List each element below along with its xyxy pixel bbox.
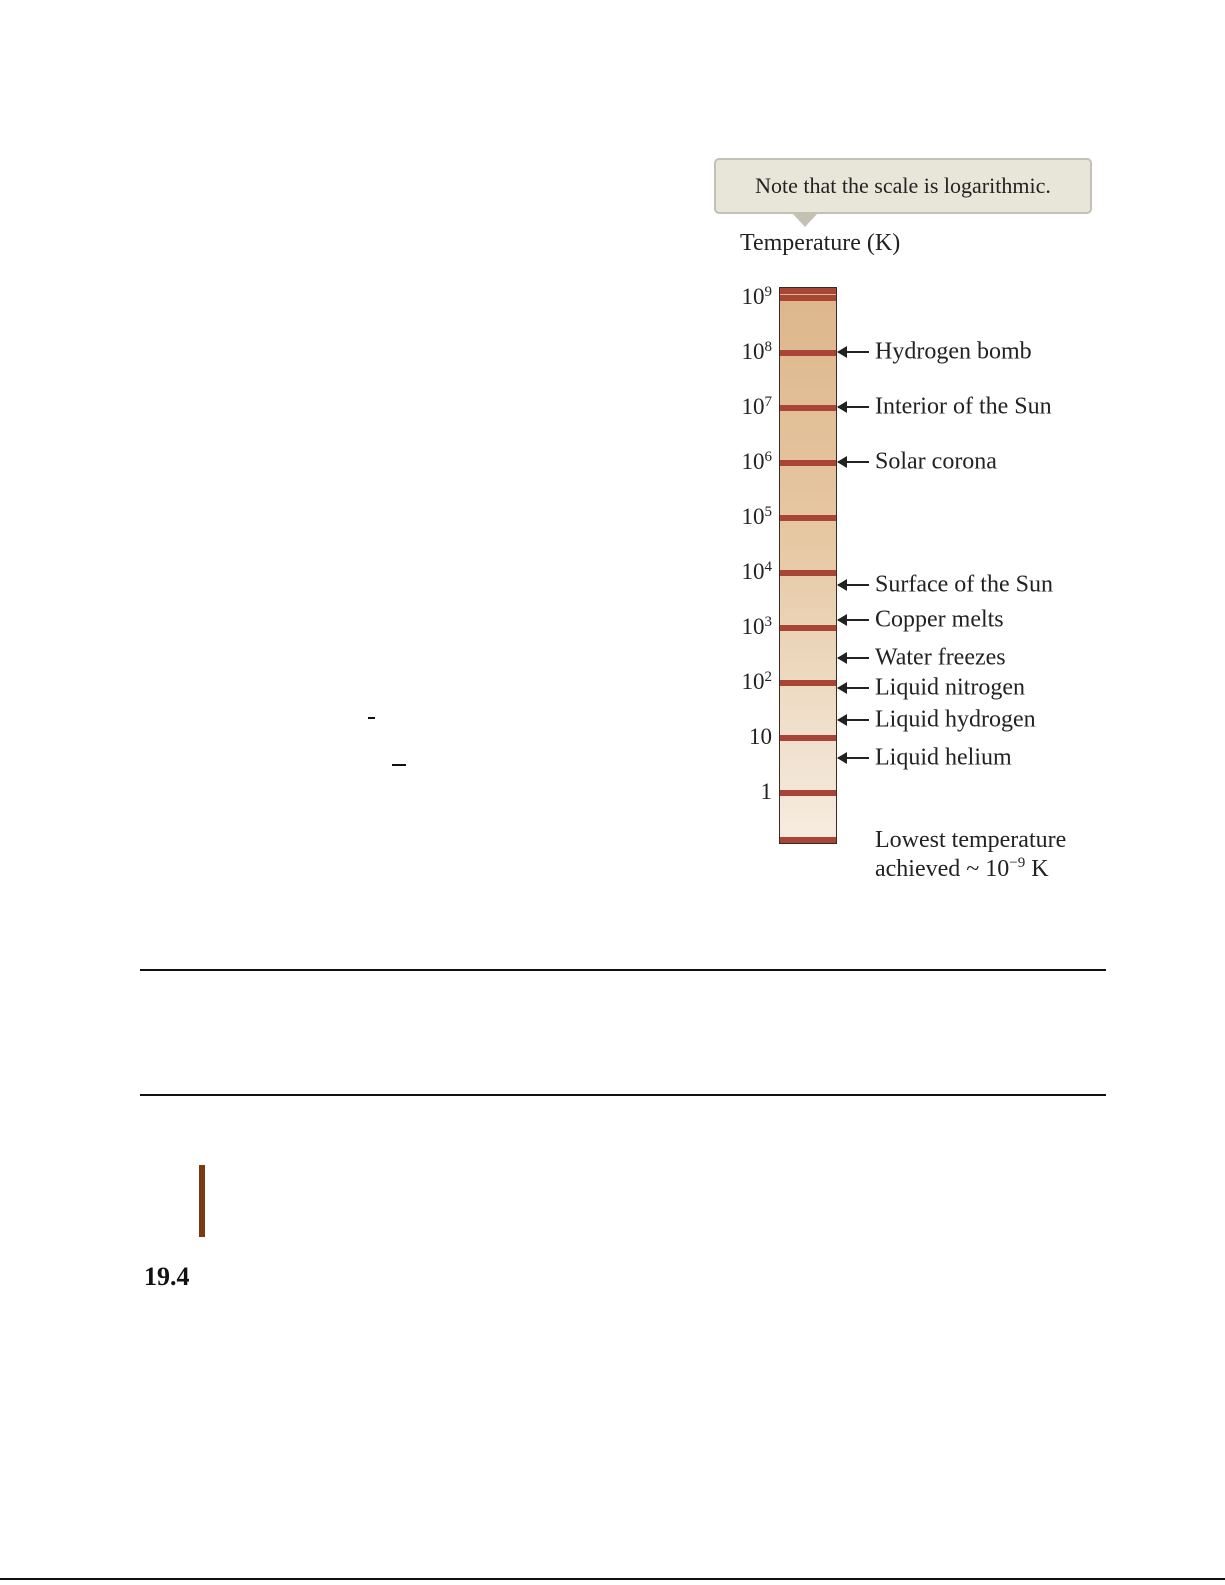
lowest-line2 xyxy=(875,855,1066,887)
tick-label-base: 1 xyxy=(760,779,772,804)
tick-label-base: 10 xyxy=(741,339,765,364)
lowest-line1: Lowest temperature xyxy=(875,827,1067,853)
annotation-label: Surface of the Sun xyxy=(875,571,1053,598)
tick-mark xyxy=(780,790,836,796)
tick-label xyxy=(742,614,773,640)
annotation-arrow xyxy=(838,619,869,621)
tick-label xyxy=(742,504,773,530)
tick-label xyxy=(742,284,773,310)
annotation-arrow xyxy=(838,757,869,759)
callout-pointer xyxy=(793,214,817,227)
annotation-arrow xyxy=(838,687,869,689)
tick-label-exponent: 9 xyxy=(764,284,772,300)
tick-label xyxy=(749,724,772,750)
stray-dash-1 xyxy=(368,717,375,719)
tick-label-base: 10 xyxy=(749,724,772,749)
tick-mark xyxy=(780,350,836,356)
tick-label xyxy=(742,449,773,475)
annotation-arrow xyxy=(838,406,869,408)
lowest-unit: K xyxy=(1025,856,1049,882)
tick-label-exponent: 7 xyxy=(764,394,772,410)
annotation-label: Liquid hydrogen xyxy=(875,706,1036,733)
scale-bar-top-cap xyxy=(780,288,836,294)
tick-mark xyxy=(780,405,836,411)
horizontal-rule-bottom xyxy=(140,1094,1106,1096)
annotation-arrow xyxy=(838,657,869,659)
annotation-label: Liquid nitrogen xyxy=(875,674,1025,701)
annotation-label: Water freezes xyxy=(875,644,1006,671)
tick-mark xyxy=(780,515,836,521)
tick-label-base: 10 xyxy=(741,669,765,694)
annotation-arrow xyxy=(838,719,869,721)
tick-mark xyxy=(780,460,836,466)
tick-label xyxy=(761,779,773,805)
tick-label xyxy=(742,669,773,695)
tick-label-base: 10 xyxy=(741,394,765,419)
tick-label xyxy=(742,339,773,365)
tick-label-exponent: 5 xyxy=(764,504,772,520)
tick-label-exponent: 6 xyxy=(764,449,772,465)
horizontal-rule-top xyxy=(140,969,1106,971)
annotation-label: Hydrogen bomb xyxy=(875,338,1032,365)
annotation-arrow xyxy=(838,584,869,586)
tick-mark xyxy=(780,735,836,741)
temperature-scale-bar xyxy=(779,287,837,844)
tick-label-base: 10 xyxy=(741,504,765,529)
annotation-arrow xyxy=(838,461,869,463)
annotation-label: Interior of the Sun xyxy=(875,393,1052,420)
annotation-label: Solar corona xyxy=(875,448,997,475)
lowest-line2-prefix: achieved ~ 10 xyxy=(875,856,1010,882)
tick-mark xyxy=(780,625,836,631)
annotation-label: Copper melts xyxy=(875,606,1004,633)
tick-mark xyxy=(780,295,836,301)
tick-label-exponent: 2 xyxy=(764,669,772,685)
tick-label xyxy=(742,559,773,585)
axis-title: Temperature (K) xyxy=(740,230,901,256)
tick-label-exponent: 8 xyxy=(764,339,772,355)
stray-dash-2 xyxy=(392,764,406,766)
lowest-exponent: −9 xyxy=(1009,855,1026,871)
annotation-arrow xyxy=(838,351,869,353)
tick-mark xyxy=(780,570,836,576)
page-bottom-line xyxy=(0,1578,1225,1580)
accent-bar xyxy=(199,1165,205,1237)
tick-label-base: 10 xyxy=(741,559,765,584)
tick-label xyxy=(742,394,773,420)
tick-label-base: 10 xyxy=(741,614,765,639)
section-number: 19.4 xyxy=(144,1262,190,1291)
tick-label-base: 10 xyxy=(741,449,765,474)
tick-label-exponent: 3 xyxy=(764,614,772,630)
tick-label-base: 10 xyxy=(741,284,765,309)
tick-mark xyxy=(780,680,836,686)
tick-label-exponent: 4 xyxy=(764,559,772,575)
scale-note-text: Note that the scale is logarithmic. xyxy=(755,173,1051,198)
lowest-temperature-note xyxy=(875,826,1066,887)
scale-note-callout xyxy=(714,158,1092,214)
annotation-label: Liquid helium xyxy=(875,744,1012,771)
scale-bar-bottom-cap xyxy=(780,837,836,843)
